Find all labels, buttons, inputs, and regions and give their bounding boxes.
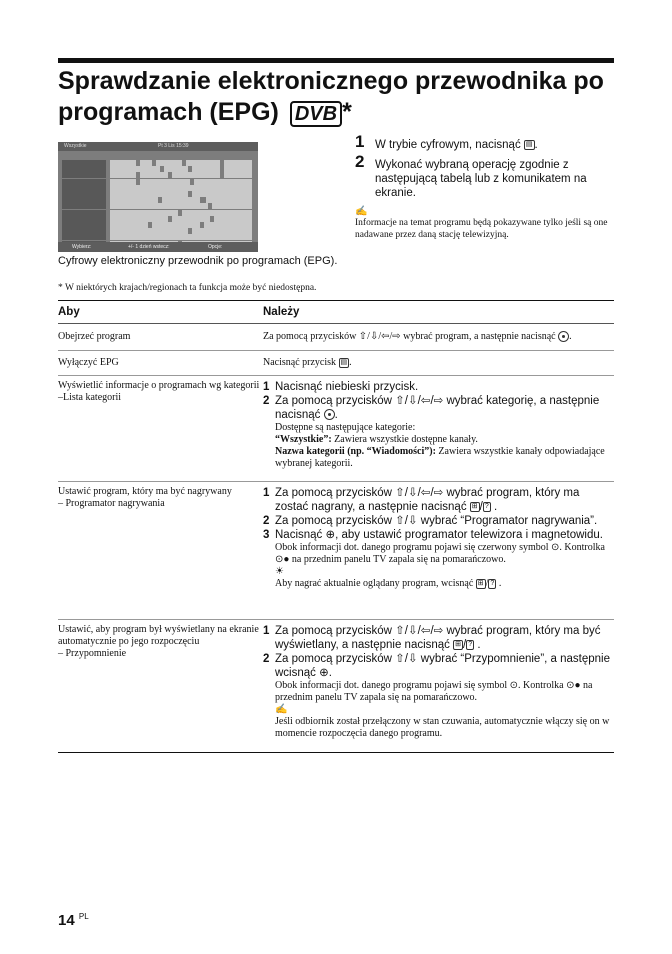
table-row: Obejrzeć program Za pomocą przycisków ⇧/⇩/⇦/⇨ wybrać program, a następnie nacisnąć . — [58, 324, 614, 351]
epg-row — [62, 179, 254, 185]
epg-program-block — [110, 160, 136, 166]
epg-program-block — [140, 160, 152, 166]
table-row: Ustawić, aby program był wyświetlany na ekranie automatycznie po jego rozpoczęciu – Przypomnienie 1 Za pomocą przycisków ⇧/⇩/⇦/⇨ wybrać program, który ma być wyświetlany, a następnie nacisnąć ⊞ / ? . 2 Za pomocą przycisków ⇧/⇩ wybrać “Przypomnienie”, a następnie wcisnąć ⊕. Obok informacji dot. danego programu pojawi się symbol ⊙. Kontrolka ⊙● na przednim panelu TV zapala się na pomarańczowo. ✍ Jeśli odbiornik został przełączony w stan czuwania, automatycznie włączy się on w momencie rozpoczęcia danego programu. — [58, 620, 614, 752]
guide-icon: ▤ — [525, 140, 533, 148]
epg-program-block — [110, 185, 252, 191]
epg-program-block — [140, 179, 190, 185]
record-icon: ⊞ — [455, 640, 462, 648]
epg-program-block — [110, 172, 136, 178]
epg-row — [62, 234, 254, 240]
title-star: * — [342, 98, 352, 126]
epg-program-block — [224, 160, 252, 166]
epg-program-block — [212, 203, 252, 209]
figure-caption: Cyfrowy elektroniczny przewodnik po programach (EPG). — [58, 255, 338, 267]
epg-program-block — [110, 228, 188, 234]
epg-footer-right: Opcje: — [208, 244, 223, 250]
epg-program-block — [110, 179, 136, 185]
epg-program-block — [192, 166, 220, 172]
epg-row — [62, 197, 254, 203]
note-icon: ✍ — [355, 206, 368, 217]
epg-footer-left: Wybierz: — [72, 244, 92, 250]
epg-program-block — [182, 210, 252, 216]
epg-channel-cell — [62, 160, 106, 166]
epg-program-block — [156, 160, 182, 166]
steps — [355, 132, 617, 241]
epg-screenshot — [58, 142, 258, 252]
epg-row — [62, 160, 254, 166]
epg-program-block — [162, 197, 200, 203]
table-row: Ustawić program, który ma być nagrywany – Programator nagrywania 1 Za pomocą przycisków ⇧/⇩/⇦/⇨ wybrać program, który ma zostać nagrany, a następnie nacisnąć ⊞ / ? . 2 Za pomocą przycisków ⇧/⇩ wybrać “Programator nagrywania”. 3 Nacisnąć ⊕, aby ustawić programator telewizora i magnetowidu. Obok informacji dot. danego programu pojawi się czerwony symbol ⊙. Kontrolka ⊙● na przednim panelu TV zapala się na pomarańczowo. ☀ Aby nagrać aktualnie oglądany program, wcisnąć ⊞ / ? . — [58, 482, 614, 620]
epg-channel-cell — [62, 166, 106, 172]
epg-row — [62, 191, 254, 197]
top-rule — [58, 58, 614, 63]
footnote: * W niektórych krajach/regionach ta funkcja może być niedostępna. — [58, 283, 317, 293]
epg-channel-cell — [62, 222, 106, 228]
epg-header-left: Wszystkie — [64, 143, 87, 149]
epg-program-block — [204, 222, 252, 228]
epg-channel-cell — [62, 197, 106, 203]
epg-channel-cell — [62, 210, 106, 216]
header-aby: Aby — [58, 306, 80, 318]
page-number: 14 $^{PL}$ — [58, 912, 89, 929]
info-icon: ? — [490, 579, 495, 587]
epg-channel-cell — [62, 179, 106, 185]
epg-program-block — [110, 222, 148, 228]
epg-footer-mid: +/- 1 dzień wstecz: — [128, 244, 170, 250]
epg-row — [62, 222, 254, 228]
ok-icon — [324, 409, 335, 420]
epg-program-block — [152, 222, 200, 228]
epg-channel-cell — [62, 203, 106, 209]
epg-program-block — [140, 172, 168, 178]
epg-header-center: Pt 3 Lis 15:39 — [158, 143, 189, 149]
epg-program-block — [206, 197, 252, 203]
epg-channel-cell — [62, 172, 106, 178]
instructions-table — [58, 300, 614, 753]
step-2: 2 Wykonać wybraną operację zgodnie z następującą tabelą lub z komunikatem na ekranie. — [355, 152, 587, 199]
epg-program-block — [110, 191, 188, 197]
table-header — [58, 301, 614, 324]
epg-row — [62, 210, 254, 216]
epg-program-block — [172, 172, 220, 178]
epg-program-block — [192, 191, 252, 197]
epg-program-block — [224, 166, 252, 172]
epg-row — [62, 203, 254, 209]
epg-row — [62, 216, 254, 222]
header-nalezy: Należy — [263, 306, 300, 318]
table-row: Wyłączyć EPG Nacisnąć przycisk ▤ . — [58, 351, 614, 376]
epg-row — [62, 172, 254, 178]
epg-row — [62, 228, 254, 234]
step-1: 1 W trybie cyfrowym, nacisnąć ▤ . — [355, 132, 538, 151]
epg-channel-cell — [62, 216, 106, 222]
epg-program-block — [110, 216, 168, 222]
epg-program-block — [110, 197, 158, 203]
tip-icon: ☀ — [275, 566, 284, 577]
page-title: Sprawdzanie elektronicznego przewodnika po programach (EPG) DVB * — [58, 67, 604, 126]
epg-program-block — [110, 210, 178, 216]
info-icon: ? — [484, 502, 489, 510]
epg-program-block — [172, 216, 210, 222]
guide-icon: ▤ — [340, 358, 348, 366]
table-row: Wyświetlić informacje o programach wg kategorii –Lista kategorii 1 Nacisnąć niebieski przycisk. 2 Za pomocą przycisków ⇧/⇩/⇦/⇨ wybrać kategorię, a następnie nacisnąć . Dostępne są następujące kategorie: “Wszystkie”: Zawiera wszystkie dostępne kanały. Nazwa kategorii (np. “Wiadomości”): Zawiera wszystkie kanały odpowiadające wybranej kategorii. — [58, 376, 614, 482]
record-icon: ⊞ — [471, 502, 478, 510]
epg-channel-cell — [62, 234, 106, 240]
epg-program-block — [110, 166, 160, 172]
epg-program-block — [164, 166, 188, 172]
note-icon: ✍ — [275, 704, 288, 715]
epg-program-block — [214, 216, 252, 222]
record-icon: ⊞ — [477, 579, 484, 587]
epg-channel-cell — [62, 228, 106, 234]
epg-program-block — [110, 234, 252, 240]
epg-channel-cell — [62, 191, 106, 197]
epg-program-block — [192, 228, 252, 234]
steps-note: Informacje na temat programu będą pokazywane tylko jeśli są one nadawane przez daną stację telewizyjną. — [355, 218, 608, 240]
epg-program-block — [224, 172, 252, 178]
epg-row — [62, 166, 254, 172]
epg-program-block — [110, 203, 208, 209]
epg-program-block — [186, 160, 220, 166]
dvb-badge: DVB — [290, 101, 342, 127]
epg-channel-cell — [62, 185, 106, 191]
ok-icon — [558, 331, 569, 342]
epg-program-block — [194, 179, 252, 185]
epg-row — [62, 185, 254, 191]
info-icon: ? — [468, 640, 473, 648]
